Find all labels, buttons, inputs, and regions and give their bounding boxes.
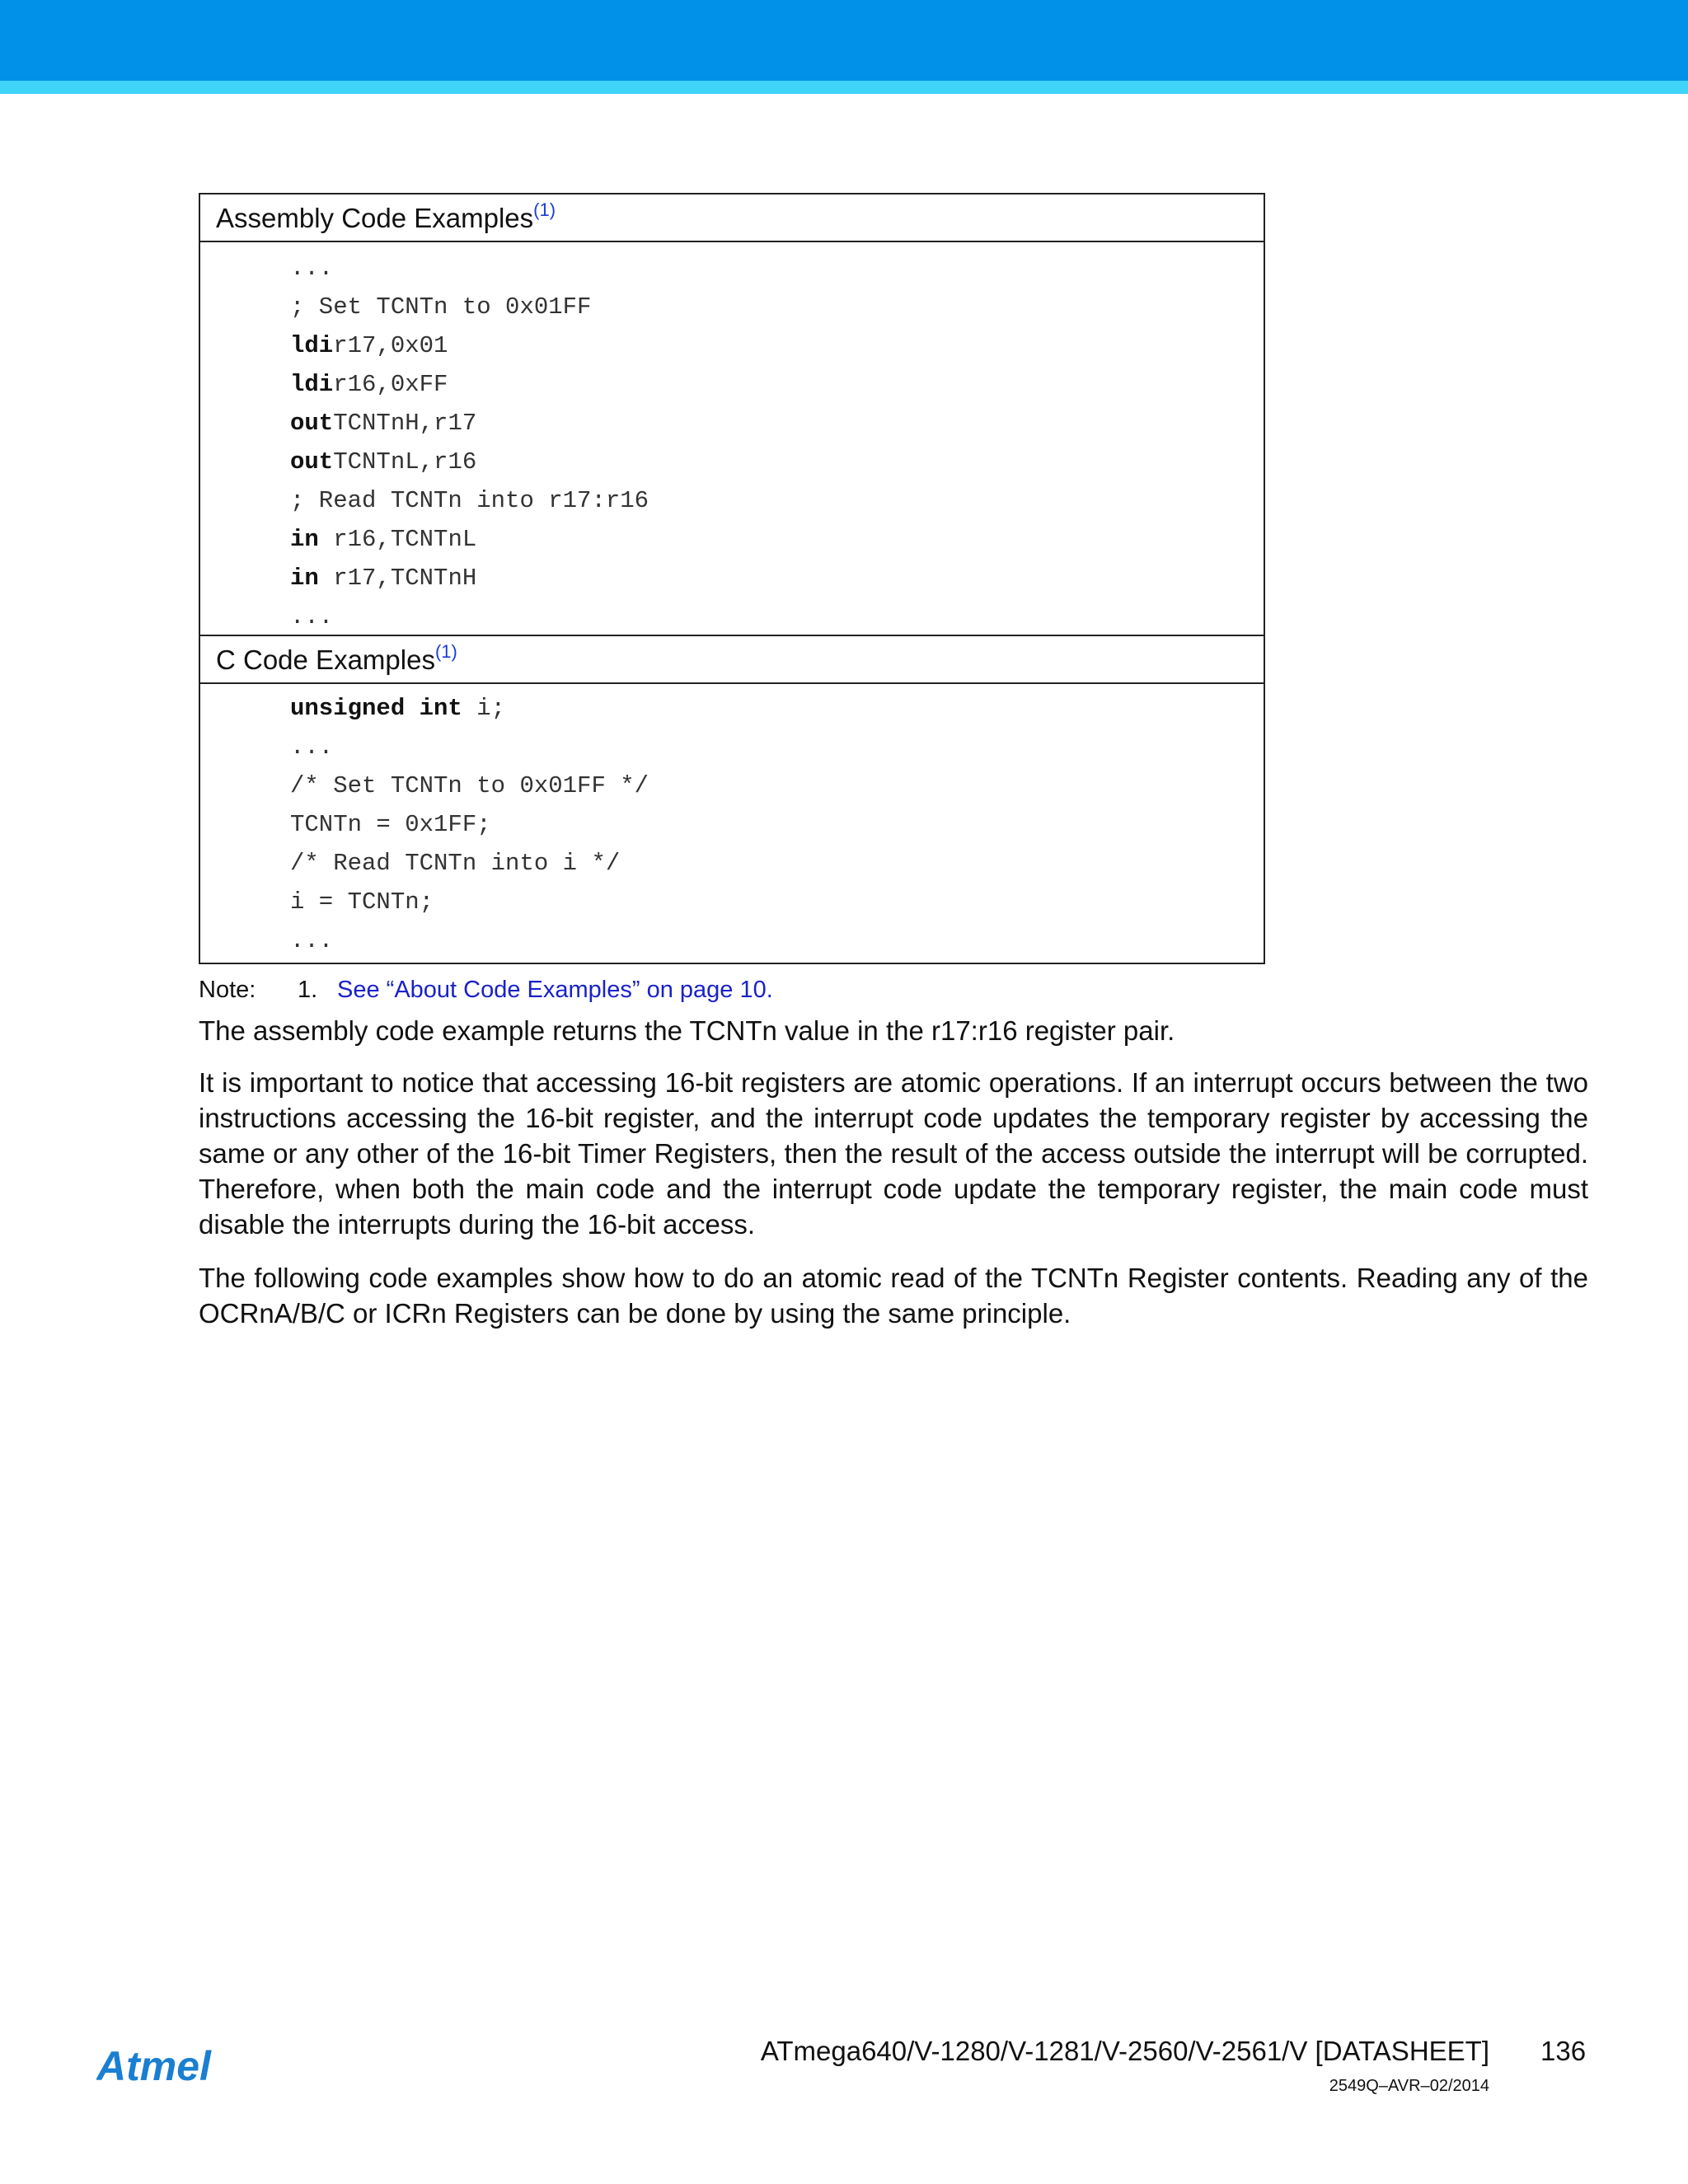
asm-operands: ...	[290, 603, 334, 630]
atmel-logo-text: Atmel	[96, 2043, 211, 2089]
asm-line	[290, 443, 1264, 481]
asm-operands: ; Set TCNTn to 0x01FF	[290, 293, 592, 321]
asm-keyword: ldi	[290, 371, 334, 398]
c-code-footnote-ref[interactable]: (1)	[434, 641, 457, 662]
asm-line	[290, 249, 1264, 288]
asm-line	[290, 404, 1264, 443]
asm-keyword: in	[290, 526, 319, 553]
c-code-operands: /* Read TCNTn into i */	[290, 850, 621, 877]
c-code-operands: TCNTn = 0x1FF;	[290, 811, 491, 838]
asm-operands: ; Read TCNTn into r17:r16	[290, 487, 649, 514]
paragraph-assembly-return: The assembly code example returns the TCNTn value in the r17:r16 register pair.	[199, 1015, 1175, 1046]
asm-operands: ...	[290, 255, 334, 282]
asm-line	[290, 520, 1264, 559]
assembly-footnote-ref[interactable]: (1)	[533, 199, 556, 220]
page-number: 136	[1540, 2036, 1587, 2066]
c-code-operands: i = TCNTn;	[290, 888, 434, 916]
c-code-operands: i;	[462, 695, 506, 722]
asm-operands: r17,0x01	[333, 332, 448, 359]
asm-line	[290, 288, 1264, 326]
note-label: Note:	[199, 977, 256, 1003]
note-link[interactable]: See “About Code Examples” on page 10.	[337, 977, 773, 1003]
document-id: 2549Q–AVR–02/2014	[1329, 2077, 1489, 2095]
table-note	[199, 975, 773, 1005]
c-code-heading	[200, 636, 1264, 684]
asm-line	[290, 365, 1264, 404]
c-code-line	[290, 805, 1264, 844]
assembly-heading	[200, 194, 1264, 242]
footer-title: ATmega640/V-1280/V-1281/V-2560/V-2561/V [DATASHEET]	[760, 2036, 1489, 2066]
c-code-operands: ...	[290, 733, 334, 761]
note-number: 1.	[298, 977, 318, 1003]
asm-operands: TCNTnH,r17	[333, 410, 477, 437]
c-code-line	[290, 883, 1264, 921]
asm-operands: TCNTnL,r16	[333, 448, 477, 476]
c-code-block	[200, 684, 1264, 963]
asm-keyword: out	[290, 448, 334, 476]
paragraph-following-examples: The following code examples show how to do an atomic read of the TCNTn Register contents. Reading any of the OCRnA/B/C or ICRn Registers can be done by using the same principle.	[199, 1263, 1588, 1329]
asm-line	[290, 598, 1264, 636]
asm-operands: r17,TCNTnH	[318, 565, 477, 592]
c-code-keyword: unsigned int	[290, 695, 462, 722]
c-code-operands: ...	[290, 927, 334, 954]
c-code-line	[290, 921, 1264, 960]
c-code-line	[290, 766, 1264, 805]
c-code-line	[290, 844, 1264, 883]
header-band	[0, 0, 1688, 81]
asm-line	[290, 481, 1264, 520]
asm-line	[290, 326, 1264, 365]
asm-keyword: in	[290, 565, 319, 592]
asm-keyword: out	[290, 410, 334, 437]
c-code-heading-text: C Code Examples	[216, 644, 435, 675]
asm-operands: r16,TCNTnL	[318, 526, 477, 553]
asm-keyword: ldi	[290, 332, 334, 359]
assembly-heading-text: Assembly Code Examples	[216, 203, 534, 233]
c-code-line	[290, 689, 1264, 728]
c-code-line	[290, 728, 1264, 766]
assembly-code-block	[200, 242, 1264, 636]
asm-line	[290, 559, 1264, 598]
code-examples-table	[199, 193, 1265, 964]
paragraph-atomic-operations: It is important to notice that accessing 16-bit registers are atomic operations. If an interrupt occurs between the two instructions accessing the 16-bit register, and the interrupt code updates the temporary register by accessing the same or any other of the 16-bit Timer Registers, then the result of the access outside the interrupt will be corrupted. Therefore, when both the main code and the interrupt code update the temporary register, the main code must disable the interrupts during the 16-bit access.	[199, 1067, 1588, 1240]
header-stripe	[0, 81, 1688, 94]
atmel-logo	[96, 2042, 238, 2090]
c-code-operands: /* Set TCNTn to 0x01FF */	[290, 772, 649, 799]
asm-operands: r16,0xFF	[333, 371, 448, 398]
